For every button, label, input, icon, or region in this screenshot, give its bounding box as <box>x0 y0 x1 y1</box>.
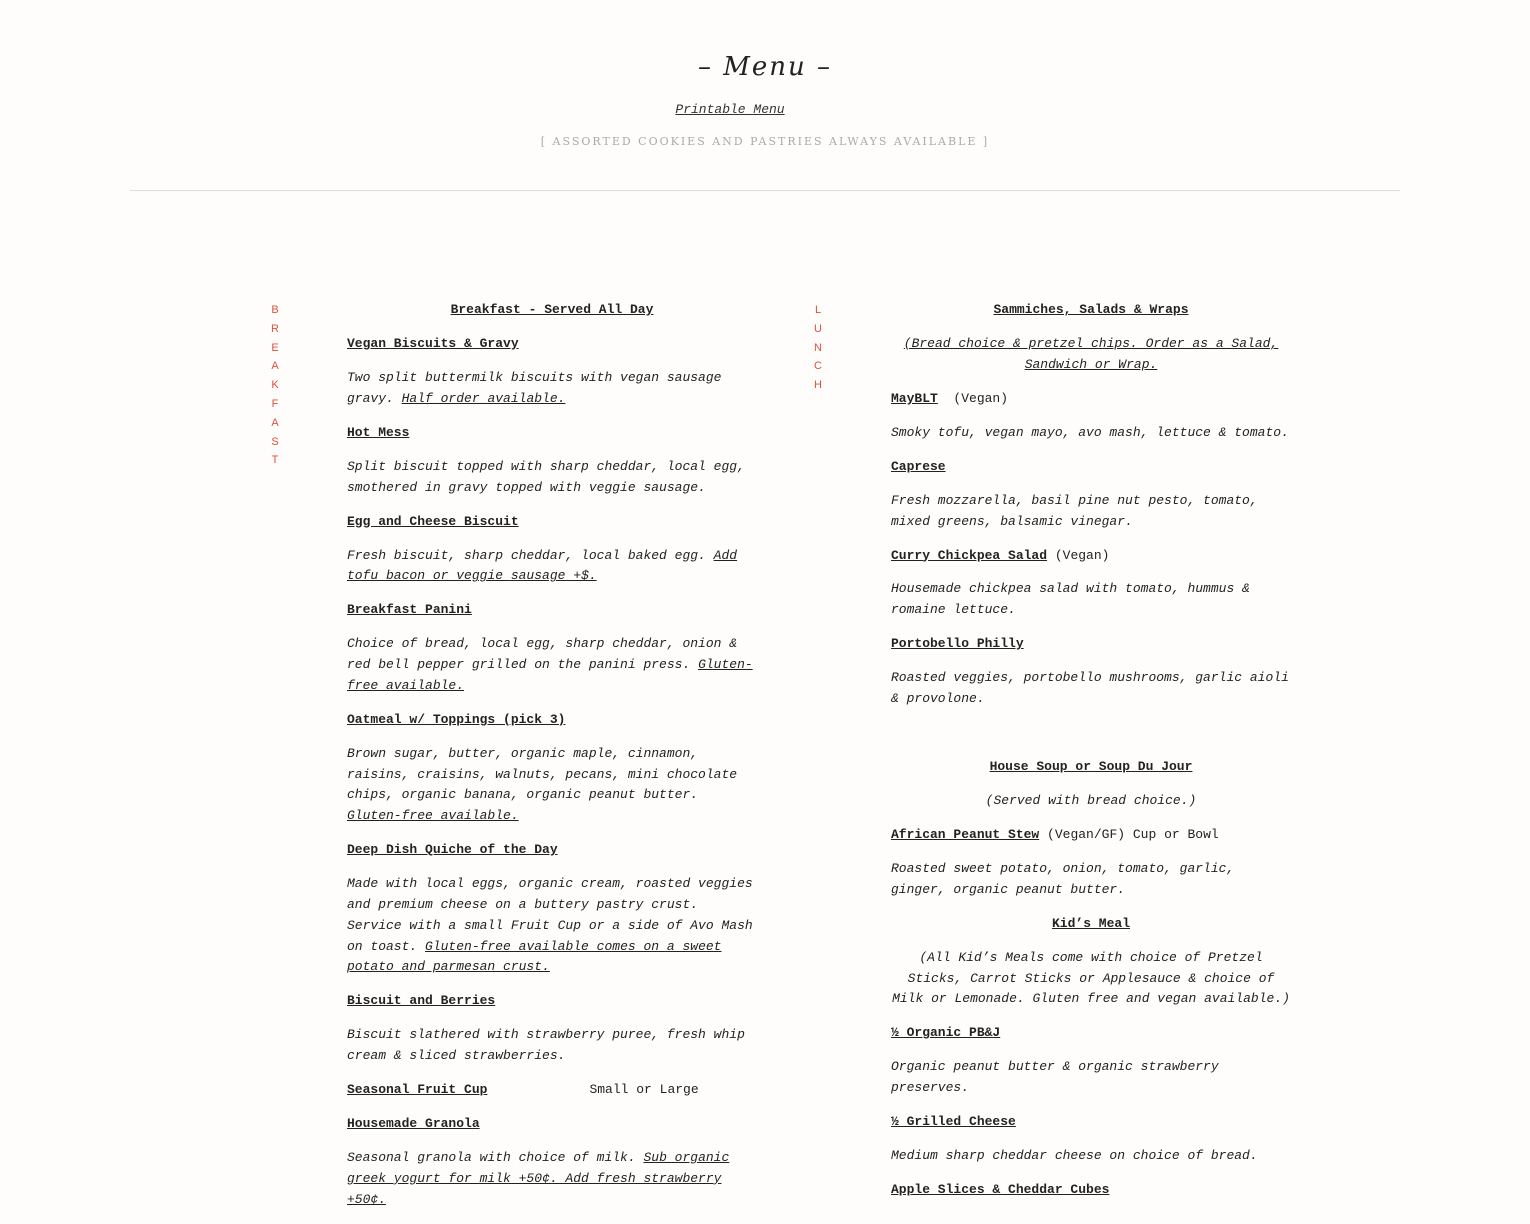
menu-item-desc: Choice of bread, local egg, sharp cheddar, onion & red bell pepper grilled on the panini press. Gluten-free available. <box>347 636 753 693</box>
menu-item-desc: Housemade chickpea salad with tomato, hummus & romaine lettuce. <box>891 581 1250 618</box>
kids-heading: Kid’s Meal <box>1051 915 1130 931</box>
menu-item-desc: Smoky tofu, vegan mayo, avo mash, lettuce & tomato. <box>891 424 1289 440</box>
menu-item-row: Caprese <box>891 458 946 474</box>
lunch-heading: Sammiches, Salads & Wraps <box>993 302 1189 317</box>
menu-item-desc: Roasted sweet potato, onion, tomato, garlic, ginger, organic peanut butter. <box>891 860 1235 897</box>
menu-item-desc: Medium sharp cheddar cheese on choice of bread. <box>891 1148 1258 1164</box>
soup-subheading: (Served with bread choice.) <box>985 793 1197 809</box>
menu-item-name: ½ Grilled Cheese <box>891 1114 1016 1130</box>
menu-item-desc: Organic peanut butter & organic strawberry preserves. <box>891 1059 1219 1096</box>
breakfast-column <box>347 300 757 1224</box>
menu-item-name: Housemade Granola <box>347 1116 480 1132</box>
menu-item-name: Egg and Cheese Biscuit <box>347 513 519 529</box>
menu-item-desc: Seasonal granola with choice of milk. Sub organic greek yogurt for milk +50¢. Add fresh strawberry +50¢. <box>347 1150 730 1207</box>
breakfast-side-label: B R E A K F A S T <box>271 304 279 467</box>
tagline: [ ASSORTED COOKIES AND PASTRIES ALWAYS AVAILABLE ] <box>540 135 990 148</box>
menu-item-desc: Split biscuit topped with sharp cheddar, local egg, smothered in gravy topped with veggie sausage. <box>347 458 745 495</box>
printable-menu-link[interactable]: Printable Menu <box>675 102 785 117</box>
menu-item-name: Biscuit and Berries <box>347 993 496 1009</box>
breakfast-heading: Breakfast - Served All Day <box>450 302 654 317</box>
divider <box>130 190 1400 191</box>
menu-item-row: Curry Chickpea Salad (Vegan) <box>891 547 1110 563</box>
menu-item-desc: Fresh mozzarella, basil pine nut pesto, tomato, mixed greens, balsamic vinegar. <box>891 492 1258 529</box>
lunch-column <box>891 300 1291 1214</box>
fruit-cup-row: Seasonal Fruit Cup Small or Large <box>347 1082 699 1098</box>
menu-item-desc: Made with local eggs, organic cream, roasted veggies and premium cheese on a buttery pastry crust. Service with a small Fruit Cup or a side of Avo Mash on toast. Gluten-free available comes on a sweet potato and parmesan crust. <box>347 876 753 975</box>
lunch-subheading: (Bread choice & pretzel chips. Order as a Salad, Sandwich or Wrap. <box>903 335 1279 372</box>
lunch-side-label: L U N C H <box>814 304 822 392</box>
menu-item-row: MayBLT (Vegan) <box>891 390 1009 406</box>
menu-item-row: African Peanut Stew (Vegan/GF) Cup or Bowl <box>891 827 1219 842</box>
menu-item-desc: Fresh biscuit, sharp cheddar, local baked egg. Add tofu bacon or veggie sausage +$. <box>347 547 738 584</box>
fruit-cup-size: Small or Large <box>589 1082 699 1098</box>
soup-heading: House Soup or Soup Du Jour <box>989 759 1193 775</box>
menu-item-name: Apple Slices & Cheddar Cubes <box>891 1182 1110 1198</box>
kids-subheading: (All Kid’s Meals come with choice of Pretzel Sticks, Carrot Sticks or Applesauce & choice of Milk or Lemonade. Gluten free and vegan available.) <box>892 949 1290 1007</box>
menu-item-name: Oatmeal w/ Toppings (pick 3) <box>347 711 566 727</box>
menu-item-row: Portobello Philly <box>891 636 1024 652</box>
menu-item-name: Vegan Biscuits & Gravy <box>347 335 519 351</box>
menu-item-name: Deep Dish Quiche of the Day <box>347 842 558 858</box>
menu-item-desc: Biscuit slathered with strawberry puree, fresh whip cream & sliced strawberries. <box>347 1027 745 1064</box>
menu-item-name: Hot Mess <box>347 424 410 440</box>
menu-item-name: Breakfast Panini <box>347 602 472 618</box>
menu-item-name: ½ Organic PB&J <box>891 1025 1001 1041</box>
menu-item-desc: Brown sugar, butter, organic maple, cinnamon, raisins, craisins, walnuts, pecans, mini chocolate chips, organic banana, organic peanut butter. Gluten-free available. <box>347 745 738 824</box>
page-title: – Menu – <box>697 52 833 82</box>
menu-item-desc: Roasted veggies, portobello mushrooms, garlic aioli & provolone. <box>891 670 1289 707</box>
menu-item-desc: Two split buttermilk biscuits with vegan sausage gravy. Half order available. <box>347 369 722 406</box>
